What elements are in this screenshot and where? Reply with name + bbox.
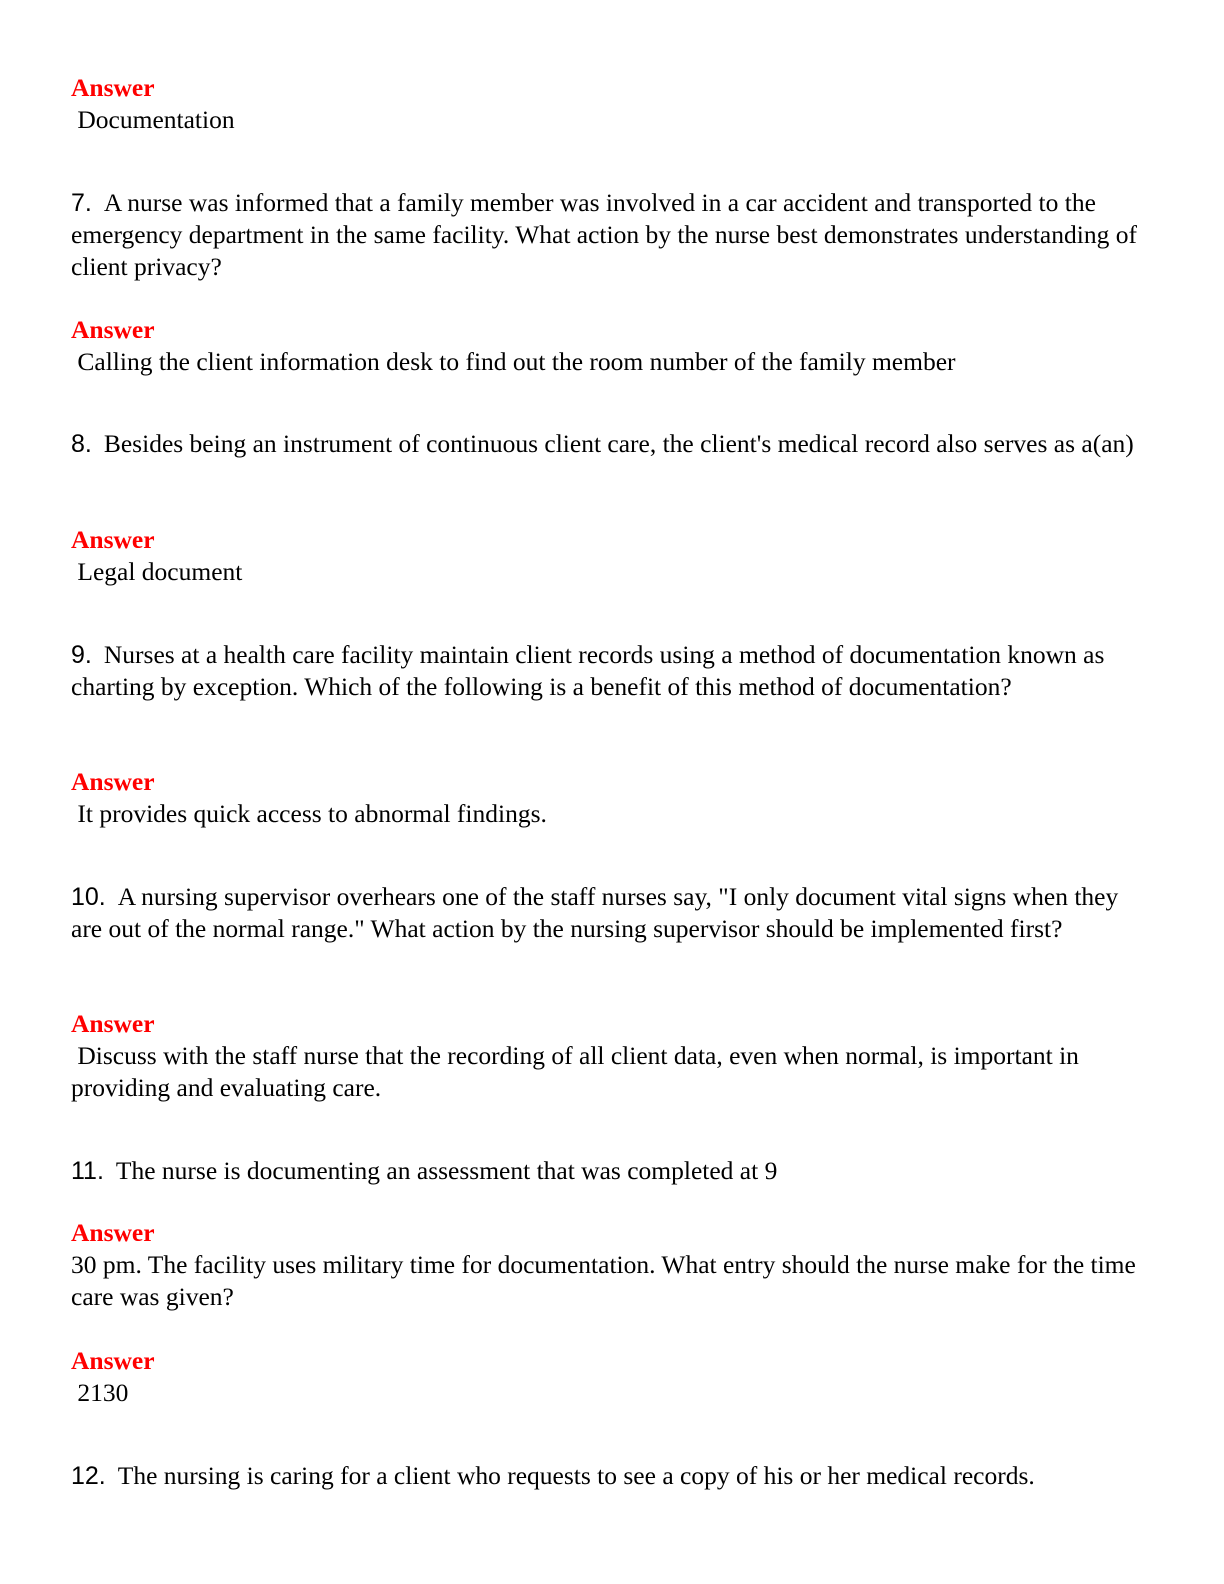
question-block [71, 187, 1146, 283]
answer-text: Discuss with the staff nurse that the recording of all client data, even when normal, is important in providing and evaluating care. [71, 1041, 1086, 1102]
question-number: 12. [71, 1462, 106, 1490]
question-block [71, 1460, 1146, 1492]
answer-label: Answer [71, 1218, 155, 1247]
answer-label: Answer [71, 525, 155, 554]
answer-text: Documentation [71, 105, 235, 134]
answer-block [71, 1345, 1146, 1409]
question-number: 11. [71, 1157, 104, 1185]
question-block [71, 881, 1146, 945]
question-number: 10. [71, 883, 106, 911]
answer-text: Calling the client information desk to find out the room number of the family member [71, 347, 956, 376]
answer-block [71, 72, 1146, 136]
answer-text: Legal document [71, 557, 243, 586]
answer-block [71, 1217, 1146, 1313]
answer-block [71, 314, 1146, 378]
answer-label: Answer [71, 73, 155, 102]
question-number: 7. [71, 189, 92, 217]
answer-label: Answer [71, 315, 155, 344]
question-block [71, 639, 1146, 703]
answer-block [71, 766, 1146, 830]
answer-text: It provides quick access to abnormal findings. [71, 799, 547, 828]
question-block [71, 428, 1146, 460]
answer-block [71, 1008, 1146, 1104]
answer-label: Answer [71, 1009, 155, 1038]
question-text: Besides being an instrument of continuous client care, the client's medical record also serves as a(an) [103, 429, 1134, 458]
answer-label: Answer [71, 767, 155, 796]
question-text: The nursing is caring for a client who requests to see a copy of his or her medical records. [117, 1461, 1035, 1490]
question-text: A nursing supervisor overhears one of the staff nurses say, "I only document vital signs when they are out of the normal range." What action by the nursing supervisor should be implemented first? [71, 882, 1119, 943]
question-text: A nurse was informed that a family member was involved in a car accident and transported to the emergency department in the same facility. What action by the nurse best demonstrates understanding of client privacy? [71, 188, 1137, 281]
answer-block [71, 524, 1146, 588]
question-text: The nurse is documenting an assessment that was completed at 9 [115, 1156, 778, 1185]
answer-text: 2130 [71, 1378, 129, 1407]
question-text: Nurses at a health care facility maintain client records using a method of documentation known as charting by exception. Which of the following is a benefit of this method of documentation? [71, 640, 1105, 701]
question-number: 9. [71, 641, 92, 669]
answer-label: Answer [71, 1346, 155, 1375]
question-block [71, 1155, 1146, 1187]
question-number: 8. [71, 430, 92, 458]
answer-text: 30 pm. The facility uses military time for documentation. What entry should the nurse make for the time care was given? [71, 1250, 1143, 1311]
